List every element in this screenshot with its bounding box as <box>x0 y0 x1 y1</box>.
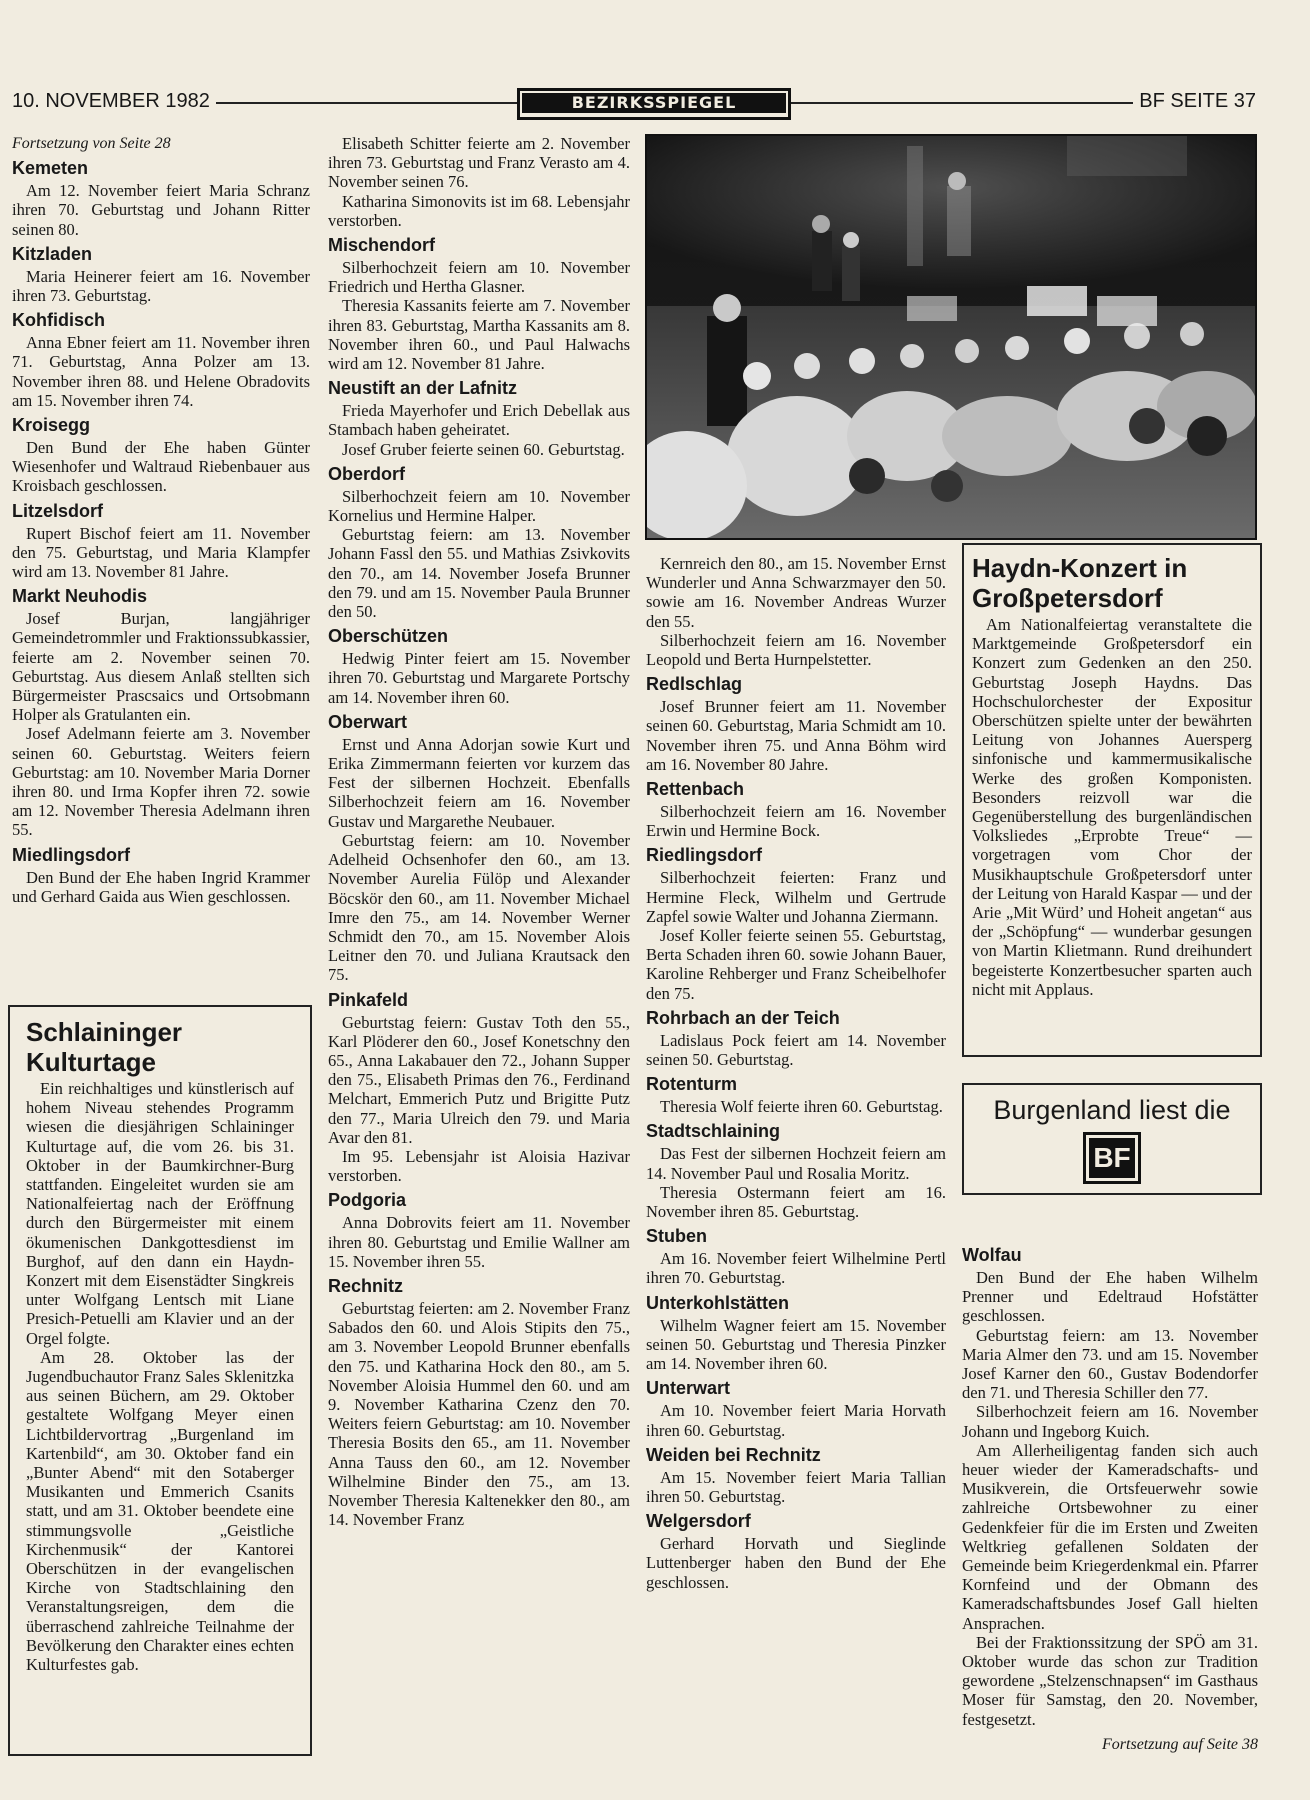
concert-photo-image <box>647 136 1255 538</box>
section-paragraph: Den Bund der Ehe haben Wilhelm Prenner und Edeltraud Hofstätter geschlossen. <box>962 1268 1258 1326</box>
section-paragraph: Am Allerheiligentag fanden sich auch heuer wieder der Kameradschafts- und Musikverein, die Ortsfeuerwehr sowie zahlreiche Ortsbewohner zu einer Gedenkfeier für die im Ersten und Zweiten Weltkrieg gefallenen Soldaten der Gemeinde beim Kriegerdenkmal ein. Pfarrer Kornfeind und der Obmann des Kameradschaftsbundes Josef Gall hielten Ansprachen. <box>962 1440 1258 1633</box>
article-title <box>972 553 1252 613</box>
column-4-sections <box>962 1244 1258 1729</box>
section-paragraph: Silberhochzeit feiern am 10. November Kornelius und Hermine Halper. <box>328 486 630 526</box>
section-heading: Neustift an der Lafnitz <box>328 378 518 399</box>
section-paragraph: Geburtstag feiern: am 13. November Maria Almer den 73. und am 15. November Josef Karner den 60., Gustav Bodendorfer den 71. und Theresia Schiller den 77. <box>962 1325 1258 1403</box>
section-heading: Stuben <box>646 1226 707 1247</box>
article-paragraph: Ein reichhaltiges und künstlerisch auf hohem Niveau stehendes Programm wiesen die diesjährigen Schlaininger Kulturtage auf, die vom 26. bis 31. Oktober in der Baumkirchner-Burg stattfanden. Eingeleitet wurden sie am Nationalfeiertag nach der Eröffnung durch den Bürgermeister mit einem ökumenischen Dankgottesdienst im Burghof, auf den dann ein Haydn-Konzert mit dem Eisenstädter Singkreis unter Wolfgang Lentsch mit Liane Presich-Petuelli am Klavier und an der Orgel folgte. <box>26 1079 294 1348</box>
section-label-text: BEZIRKSSPIEGEL <box>522 93 786 113</box>
column-3-sections <box>646 554 946 1592</box>
section-heading: Rechnitz <box>328 1275 404 1296</box>
section-paragraph: Theresia Wolf feierte ihren 60. Geburtstag. <box>660 1097 943 1117</box>
article-box-schlaininger <box>8 1005 312 1756</box>
section-heading: Markt Neuhodis <box>12 586 148 607</box>
section-paragraph: Kernreich den 80., am 15. November Ernst Wunderler und Anna Schwarzmayer den 50. sowie am 16. November Andreas Wurzer den 55. <box>646 554 946 631</box>
section-paragraph: Josef Adelmann feierte am 3. November seinen 60. Geburtstag. Weiters feiern Geburtstag: am 10. November Maria Dorner ihren 80. und Irma Kopfer ihren 72. sowie am 12. November Theresia Adelmann ihren 55. <box>12 724 310 840</box>
section-paragraph: Am 16. November feiert Wilhelmine Pertl ihren 70. Geburtstag. <box>646 1249 946 1288</box>
column-2 <box>328 134 630 1529</box>
section-heading: Rohrbach an der Teich <box>646 1007 840 1028</box>
ad-slogan: Burgenland liest die <box>993 1095 1231 1125</box>
section-heading: Miedlingsdorf <box>12 844 130 865</box>
section-paragraph: Josef Gruber feierte seinen 60. Geburtstag. <box>342 439 625 459</box>
section-paragraph: Maria Heinerer feiert am 16. November ihren 73. Geburtstag. <box>12 266 310 306</box>
bf-logo-text: BF <box>1089 1138 1135 1178</box>
bf-logo <box>1083 1132 1141 1184</box>
section-paragraph: Das Fest der silbernen Hochzeit feiern am 14. November Paul und Rosalia Moritz. <box>646 1144 946 1183</box>
article-box-haydn-konzert <box>962 543 1262 1057</box>
section-paragraph: Geburtstag feiern: am 13. November Johann Fassl den 55. und Mathias Zsivkovits den 70., am 14. November Josefa Brunner den 79. und am 15. November Paula Brunner den 50. <box>328 525 630 622</box>
article-title-line-2: Kulturtage <box>26 1047 156 1077</box>
section-paragraph: Anna Dobrovits feiert am 11. November ihren 80. Geburtstag und Emilie Wallner am 15. November ihren 55. <box>328 1213 630 1271</box>
section-heading: Oberschützen <box>328 626 449 647</box>
section-paragraph: Ladislaus Pock feiert am 14. November seinen 50. Geburtstag. <box>646 1030 946 1070</box>
section-paragraph: Frieda Mayerhofer und Erich Debellak aus Stambach haben geheiratet. <box>328 401 630 440</box>
section-paragraph: Katharina Simonovits ist im 68. Lebensjahr verstorben. <box>328 191 630 230</box>
continued-from: Fortsetzung von Seite 28 <box>12 135 171 152</box>
section-paragraph: Josef Brunner feiert am 11. November seinen 60. Geburtstag, Maria Schmidt am 10. November ihren 75. und Anna Böhm wird am 16. November 80 Jahre. <box>646 697 946 774</box>
section-paragraph: Gerhard Horvath und Sieglinde Luttenberger haben den Bund der Ehe geschlossen. <box>646 1534 946 1592</box>
section-heading: Oberwart <box>328 711 408 732</box>
section-heading: Pinkafeld <box>328 989 409 1010</box>
section-paragraph: Bei der Fraktionssitzung der SPÖ am 31. Oktober wurde das schon zur Tradition gewordene „Stelzenschnapsen“ im Gasthaus Moser für Samstag, den 20. November, festgesetzt. <box>962 1632 1258 1729</box>
section-heading: Mischendorf <box>328 235 436 256</box>
header-date: 10. NOVEMBER 1982 <box>12 90 216 113</box>
section-paragraph: Josef Burjan, langjähriger Gemeindetrommler und Fraktionssubkassier, feierte am 2. November seinen 70. Geburtstag. Aus diesem Anlaß stellten sich Bürgermeister Prascsaics und Ortsobmann Holper als Gratulanten ein. <box>12 609 310 725</box>
section-paragraph: Silberhochzeit feiern am 16. November Erwin und Hermine Bock. <box>646 802 946 841</box>
section-heading: Wolfau <box>962 1245 1022 1265</box>
section-paragraph: Theresia Ostermann feiert am 16. November ihren 85. Geburtstag. <box>646 1182 946 1222</box>
section-heading: Welgersdorf <box>646 1511 751 1532</box>
section-label <box>517 88 791 120</box>
section-heading: Kitzladen <box>12 243 93 264</box>
continued-on: Fortsetzung auf Seite 38 <box>1102 1735 1258 1753</box>
section-paragraph: Geburtstag feiern: Gustav Toth den 55., Karl Plöderer den 60., Josef Konetschny den 65., Anna Lakabauer den 72., Johann Supper den 75., Elisabeth Primas den 76., Ferdinand Melchart, Emmerich Putz und Brigitte Putz den 77., Maria Ulreich den 79. und Maria Avar den 81. <box>328 1012 630 1147</box>
section-heading: Litzelsdorf <box>12 500 104 521</box>
section-paragraph: Geburtstag feierten: am 2. November Franz Sabados den 60. und Alois Stipits den 75., am 3. November Leopold Brunner ebenfalls den 75. und Katharina Hock den 80., am 5. November Aloisia Hummel den 60. und am 9. November Katharina Czenz den 70. Weiters feiern Geburtstag: am 10. November Theresia Bosits den 65., am 11. November Anna Tauss den 60., am 12. November Wilhelmine Binder den 75., am 13. November Theresia Kaltenekker den 80., am 14. November Franz <box>328 1298 630 1530</box>
column-1 <box>12 134 310 906</box>
section-heading: Redlschlag <box>646 674 743 695</box>
section-paragraph: Am 12. November feiert Maria Schranz ihren 70. Geburtstag und Johann Ritter seinen 80. <box>12 181 310 239</box>
section-paragraph: Elisabeth Schitter feierte am 2. November ihren 73. Geburtstag und Franz Verasto am 4. November seinen 76. <box>328 134 630 192</box>
section-heading: Riedlingsdorf <box>646 845 762 866</box>
section-paragraph: Silberhochzeit feiern am 16. November Johann und Ingeborg Kuich. <box>962 1402 1258 1441</box>
article-title <box>26 1017 294 1077</box>
section-heading: Kemeten <box>12 158 89 179</box>
section-paragraph: Rupert Bischof feiert am 11. November den 75. Geburtstag, und Maria Klampfer wird am 13. November 81 Jahre. <box>12 523 310 582</box>
concert-photo <box>645 134 1257 540</box>
article-paragraph: Am 28. Oktober las der Jugendbuchautor Franz Sales Sklenitzka aus seinen Büchern, am 29. Oktober gestaltete Wolfgang Meyer einen Lichtbildervortrag „Burgenland im Kartenbild“, am 30. Oktober fand ein „Bunter Abend“ mit den Sotaberger Musikanten und Emmerich Csanits statt, und am 31. Oktober beendete eine stimmungsvolle „Geistliche Kirchenmusik“ der Kantorei Oberschützen in der evangelischen Kirche von Stadtschlaining den Veranstaltungsreigen, dem die überraschend zahlreiche Teilnahme der Bevölkerung den Charakter eines echten Kulturfestes gab. <box>26 1347 294 1675</box>
section-paragraph: Ernst und Anna Adorjan sowie Kurt und Erika Zimmermann feierten vor kurzem das Fest der silbernen Hochzeit. Ebenfalls Silberhochzeit feiern am 16. November Gustav und Margarethe Neubauer. <box>328 734 630 831</box>
section-paragraph: Josef Koller feierte seinen 55. Geburtstag, Berta Schaden ihren 60. sowie Johann Bauer, Karoline Rehberger und Franz Scheibelhofer den 75. <box>646 926 946 1003</box>
article-title-line-1: Schlaininger <box>26 1017 183 1047</box>
section-paragraph: Den Bund der Ehe haben Günter Wiesenhofer und Waltraud Riebenbauer aus Kroisbach geschlossen. <box>12 438 310 496</box>
page-header <box>12 88 1256 118</box>
section-heading: Unterwart <box>646 1378 731 1399</box>
section-paragraph: Den Bund der Ehe haben Ingrid Krammer und Gerhard Gaida aus Wien geschlossen. <box>12 867 310 906</box>
advertisement-box <box>962 1083 1262 1195</box>
section-heading: Weiden bei Rechnitz <box>646 1444 821 1465</box>
header-page-number: BF SEITE 37 <box>1133 90 1256 113</box>
section-heading: Stadtschlaining <box>646 1121 781 1142</box>
section-paragraph: Silberhochzeit feierten: Franz und Hermine Fleck, Wilhelm und Gertrude Zapfel sowie Walter und Johanna Ziermann. <box>646 868 946 926</box>
section-paragraph: Anna Ebner feiert am 11. November ihren 71. Geburtstag, Anna Polzer am 13. November ihren 88. und Helene Obradovits am 15. November ihren 74. <box>12 333 310 410</box>
section-heading: Oberdorf <box>328 463 406 484</box>
column-3 <box>646 554 946 1592</box>
section-paragraph: Hedwig Pinter feiert am 15. November ihren 70. Geburtstag und Margarete Portschy am 14. November ihren 60. <box>328 649 630 707</box>
article-title-line-1: Haydn-Konzert in <box>972 553 1188 583</box>
section-paragraph: Silberhochzeit feiern am 10. November Friedrich und Hertha Glasner. <box>328 258 630 297</box>
section-heading: Rotenturm <box>646 1074 737 1095</box>
column-2-sections <box>328 134 630 1529</box>
section-heading: Unterkohlstätten <box>646 1292 790 1313</box>
column-1-sections <box>12 157 310 906</box>
section-heading: Kroisegg <box>12 415 91 436</box>
column-4 <box>962 1240 1258 1754</box>
section-paragraph: Silberhochzeit feiern am 16. November Leopold und Berta Hurnpelstetter. <box>646 630 946 670</box>
article-paragraph: Am Nationalfeiertag veranstaltete die Marktgemeinde Großpetersdorf ein Konzert zum Gedenken an den 250. Geburtstag Joseph Haydns. Das Hochschulorchester der Expositur Oberschützen spielte unter der bewährten Leitung von Johannes Auersperg sinfonische und kammermusikalische Werke des großen Komponisten. Besonders reizvoll war die Gegenüberstellung des burgenländischen Volksliedes „Erprobte Treue“ — vorgetragen vom Chor der Musikhauptschule Großpetersdorf unter der Leitung von Harald Kaspar — und der Arie „Mit Würd’ und Hoheit angetan“ aus der „Schöpfung“ — wunderbar gesungen von Martin Klietmann. Rund dreihundert begeisterte Konzertbesucher sparten auch nicht mit Applaus. <box>972 615 1252 999</box>
article-title-line-2: Großpetersdorf <box>972 583 1163 613</box>
section-paragraph: Am 10. November feiert Maria Horvath ihren 60. Geburtstag. <box>646 1401 946 1440</box>
section-paragraph: Geburtstag feiern: am 10. November Adelheid Ochsenhofer den 60., am 13. November Aurelia Fülöp und Alexander Böcskör den 60., am 11. November Michael Imre den 75., am 14. November Werner Schmidt den 70., am 15. November Alois Leitner den 70. und Juliana Krautsack den 75. <box>328 830 630 985</box>
section-heading: Kohfidisch <box>12 310 105 331</box>
section-heading: Podgoria <box>328 1190 407 1211</box>
section-paragraph: Am 15. November feiert Maria Tallian ihren 50. Geburtstag. <box>646 1467 946 1506</box>
section-paragraph: Theresia Kassanits feierte am 7. November ihren 83. Geburtstag, Martha Kassanits am 8. November ihren 60., und Paul Halwachs wird am 12. November 81 Jahre. <box>328 296 630 374</box>
section-heading: Rettenbach <box>646 779 745 800</box>
section-paragraph: Im 95. Lebensjahr ist Aloisia Hazivar verstorben. <box>328 1146 630 1186</box>
section-paragraph: Wilhelm Wagner feiert am 15. November seinen 50. Geburtstag und Theresia Pinzker am 14. November ihren 60. <box>646 1315 946 1374</box>
